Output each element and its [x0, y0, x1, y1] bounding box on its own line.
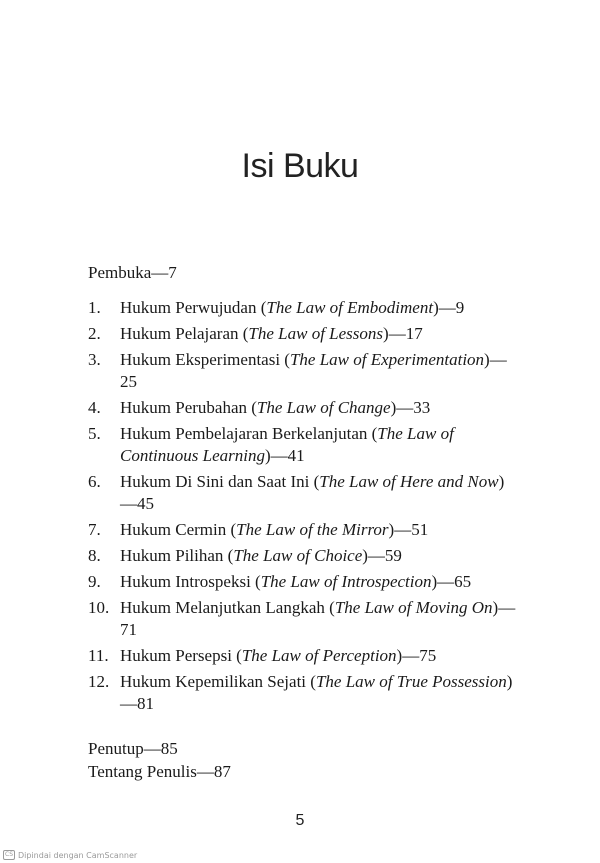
toc-entry-title: [120, 519, 518, 541]
toc-entry-number: 1.: [88, 298, 101, 317]
toc-entry-number: 8.: [88, 546, 101, 565]
toc-entry: [88, 323, 518, 345]
toc-entry-title: [120, 545, 518, 567]
toc-entry-title-en: The Law of Continuous Learning: [120, 424, 454, 465]
toc-entry-page: )—71: [120, 598, 516, 639]
toc-entry-title-en: The Law of Introspection: [260, 572, 432, 591]
toc-entry-page: )—9: [433, 298, 465, 317]
toc-entry-number: 9.: [88, 572, 101, 591]
toc-entry-page: )—25: [120, 350, 507, 391]
toc-entry-title: [120, 471, 518, 515]
toc-entry-title: [120, 323, 518, 345]
toc-entry: [88, 471, 518, 515]
toc-entry: [88, 397, 518, 419]
toc-entry-title-id: Hukum Persepsi (: [120, 646, 242, 665]
toc-entry-title: [120, 349, 518, 393]
toc-opening-entry: Pembuka—7: [88, 263, 177, 282]
toc-entry-page: )—81: [120, 672, 513, 713]
toc-entry-title-id: Hukum Eksperimentasi (: [120, 350, 290, 369]
toc-entry-title-id: Hukum Pilihan (: [120, 546, 234, 565]
toc-entry-page: )—45: [120, 472, 505, 513]
toc-entry: [88, 519, 518, 541]
toc-entry-title: [120, 645, 518, 667]
toc-entry-title: [120, 571, 518, 593]
toc-entry: [88, 597, 518, 641]
toc-entry-page: )—51: [388, 520, 429, 539]
toc-entry-title-en: The Law of Choice: [233, 546, 363, 565]
toc-entry-title-en: The Law of Perception: [241, 646, 397, 665]
toc-entry-page: )—17: [383, 324, 423, 343]
toc-entry: [88, 349, 518, 393]
scanner-watermark-text: Dipindai dengan CamScanner: [18, 850, 138, 860]
toc-entry-title-id: Hukum Pembelajaran Berkelanjutan (: [120, 424, 378, 443]
toc-entry-title-id: Hukum Di Sini dan Saat Ini (: [120, 472, 320, 491]
toc-entry-number: 11.: [88, 646, 109, 665]
toc-entry-number: 12.: [88, 672, 110, 691]
toc-closing-entries: [88, 737, 231, 783]
toc-entry-number: 10.: [88, 598, 110, 617]
toc-entry-title-en: The Law of Moving On: [334, 598, 493, 617]
toc-entry-number: 6.: [88, 472, 101, 491]
toc-entry-number: 7.: [88, 520, 101, 539]
toc-entry-title-id: Hukum Perwujudan (: [120, 298, 267, 317]
toc-entry-title-id: Hukum Perubahan (: [120, 398, 257, 417]
toc-entry-title-id: Hukum Pelajaran (: [120, 324, 249, 343]
toc-entry-number: 5.: [88, 424, 101, 443]
toc-entry-page: )—33: [390, 398, 431, 417]
scanner-watermark: [3, 850, 137, 860]
toc-entry: [88, 297, 518, 319]
toc-entry-title-en: The Law of Experimentation: [289, 350, 485, 369]
toc-entry-title-en: The Law of the Mirror: [236, 520, 389, 539]
toc-entry: [88, 645, 518, 667]
toc-entry-title-en: The Law of Embodiment: [266, 298, 434, 317]
toc-entry: [88, 571, 518, 593]
toc-entry-title-en: The Law of True Possession: [315, 672, 507, 691]
toc-entry-title: [120, 297, 518, 319]
camscanner-logo-icon: CS: [5, 851, 13, 858]
toc-entry-title: [120, 671, 518, 715]
toc-entry-number: 2.: [88, 324, 101, 343]
toc-entry-number: 4.: [88, 398, 101, 417]
toc-about-author-entry: Tentang Penulis—87: [88, 762, 231, 781]
toc-entry-page: )—59: [362, 546, 402, 565]
toc-entry-title-id: Hukum Introspeksi (: [120, 572, 261, 591]
toc-entry-number: 3.: [88, 350, 101, 369]
page-number: 5: [295, 812, 305, 829]
toc-entry-title-en: The Law of Change: [256, 398, 391, 417]
toc-entry-title-id: Hukum Melanjutkan Langkah (: [120, 598, 335, 617]
toc-entry-title: [120, 597, 518, 641]
toc-entry-title: [120, 423, 518, 467]
toc-entry-page: )—75: [396, 646, 437, 665]
toc-entry: [88, 545, 518, 567]
toc-entry-title-id: Hukum Kepemilikan Sejati (: [120, 672, 316, 691]
toc-entry: [88, 671, 518, 715]
page-title: Isi Buku: [241, 147, 359, 185]
toc-closing-entry: Penutup—85: [88, 739, 178, 758]
toc-entry-title-en: The Law of Here and Now: [319, 472, 499, 491]
toc-entry-page: )—41: [265, 446, 305, 465]
toc-list: [88, 297, 518, 719]
toc-entry-page: )—65: [431, 572, 472, 591]
toc-entry-title: [120, 397, 518, 419]
toc-entry-title-id: Hukum Cermin (: [120, 520, 237, 539]
toc-entry-title-en: The Law of Lessons: [248, 324, 384, 343]
toc-entry: [88, 423, 518, 467]
